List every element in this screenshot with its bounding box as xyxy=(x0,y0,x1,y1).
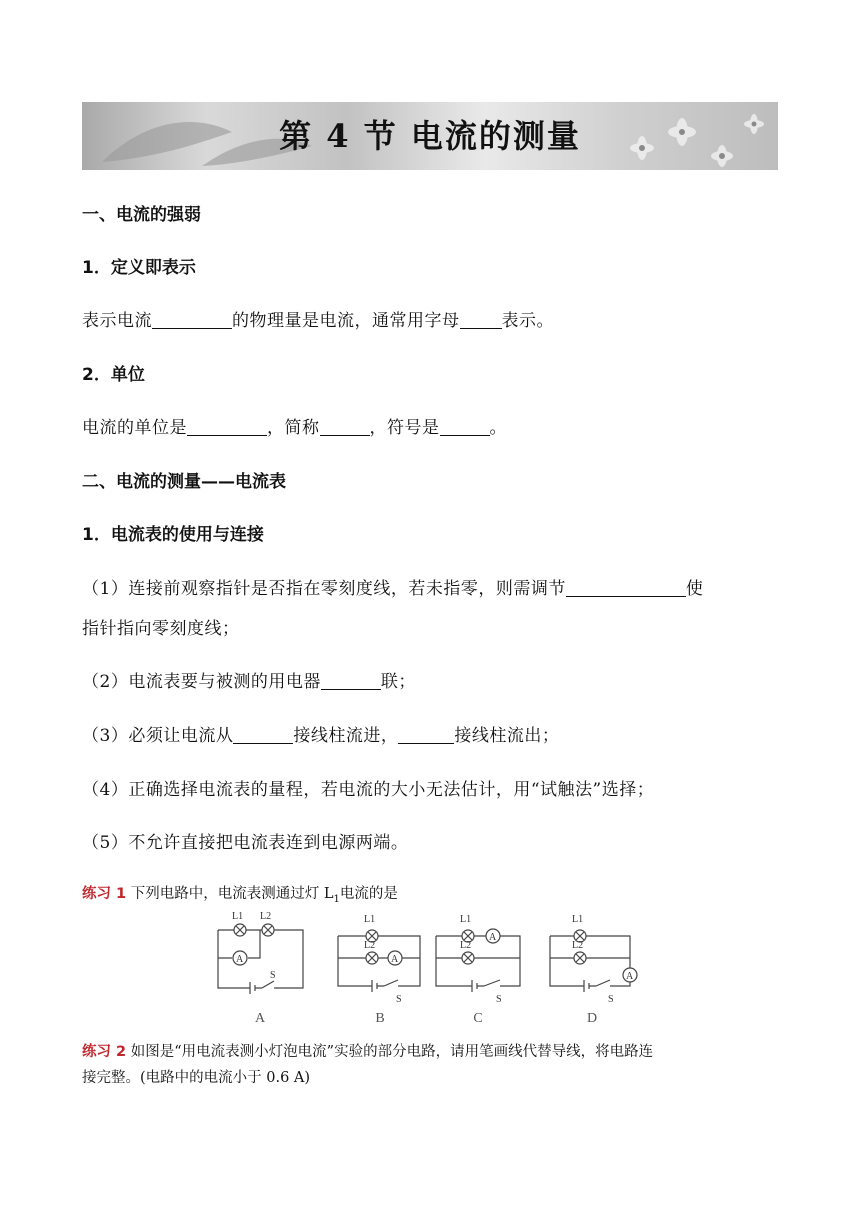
switch-label: S xyxy=(496,994,502,1005)
lamp-label: L1 xyxy=(364,914,376,925)
exercise-2: 练习 2 如图是“用电流表测小灯泡电流”实验的部分电路，请用笔画线代替导线，将电路连 xyxy=(82,1044,654,1060)
section-heading-2: 二、电流的测量——电流表 xyxy=(82,472,286,492)
lamp-label: L2 xyxy=(364,940,376,951)
usage-item-1-cont: 指针指向零刻度线； xyxy=(82,619,240,639)
lamp-label: L2 xyxy=(572,940,584,951)
circuit-c xyxy=(436,929,520,992)
usage-item-2: （2）电流表要与被测的用电器 联； xyxy=(82,672,416,692)
fill-blank[interactable] xyxy=(233,726,293,744)
subheading-ammeter-usage: 1．电流表的使用与连接 xyxy=(82,525,264,545)
definition-sentence: 表示电流 的物理量是电流，通常用字母 表示。 xyxy=(82,311,554,331)
unit-sentence: 电流的单位是 ，简称 ，符号是 。 xyxy=(82,418,507,438)
option-c-label: C xyxy=(473,1011,483,1026)
lamp-label: L1 xyxy=(460,914,472,925)
option-b-label: B xyxy=(375,1011,385,1026)
switch-label: S xyxy=(608,994,614,1005)
usage-item-1: （1）连接前观察指针是否指在零刻度线，若未指零，则需调节 使 xyxy=(82,579,704,599)
ammeter-label: A xyxy=(626,971,634,982)
section-heading-1: 一、电流的强弱 xyxy=(82,205,201,225)
fill-blank[interactable] xyxy=(187,418,267,436)
exercise-1: 练习 1 下列电路中，电流表测通过灯 $L_1$电流的是 xyxy=(82,886,398,905)
lamp-label: L1 xyxy=(232,911,244,922)
lamp-label: L1 xyxy=(572,914,584,925)
exercise-label: 练习 2 xyxy=(82,1044,127,1060)
switch-label: S xyxy=(396,994,402,1005)
circuit-figure xyxy=(210,906,650,1030)
subheading-unit: 2．单位 xyxy=(82,365,145,385)
usage-item-3: （3）必须让电流从 接线柱流进， 接线柱流出； xyxy=(82,726,560,746)
exercise-label: 练习 1 xyxy=(82,886,127,902)
fill-blank[interactable] xyxy=(460,311,502,329)
circuit-a xyxy=(218,924,303,994)
fill-blank[interactable] xyxy=(566,579,686,597)
option-d-label: D xyxy=(586,1011,598,1026)
fill-blank[interactable] xyxy=(320,418,370,436)
fill-blank[interactable] xyxy=(152,311,232,329)
subheading-definition: 1．定义即表示 xyxy=(82,258,196,278)
circuit-d xyxy=(550,930,637,992)
title-banner xyxy=(82,102,778,170)
usage-item-5: （5）不允许直接把电流表连到电源两端。 xyxy=(82,833,409,853)
ammeter-label: A xyxy=(236,954,244,965)
usage-item-4: （4）正确选择电流表的量程，若电流的大小无法估计，用“试触法”选择； xyxy=(82,780,655,800)
lamp-label: L2 xyxy=(260,911,272,922)
ammeter-label: A xyxy=(489,932,497,943)
exercise-2-cont: 接完整。(电路中的电流小于 0.6 A) xyxy=(82,1070,311,1086)
fill-blank[interactable] xyxy=(398,726,454,744)
page-title: 第 4 节 电流的测量 xyxy=(279,117,581,155)
ammeter-label: A xyxy=(391,954,399,965)
circuit-b xyxy=(338,930,420,992)
lamp-label: L2 xyxy=(460,940,472,951)
option-a-label: A xyxy=(254,1011,266,1026)
fill-blank[interactable] xyxy=(440,418,490,436)
switch-label: S xyxy=(270,970,276,981)
fill-blank[interactable] xyxy=(321,672,381,690)
